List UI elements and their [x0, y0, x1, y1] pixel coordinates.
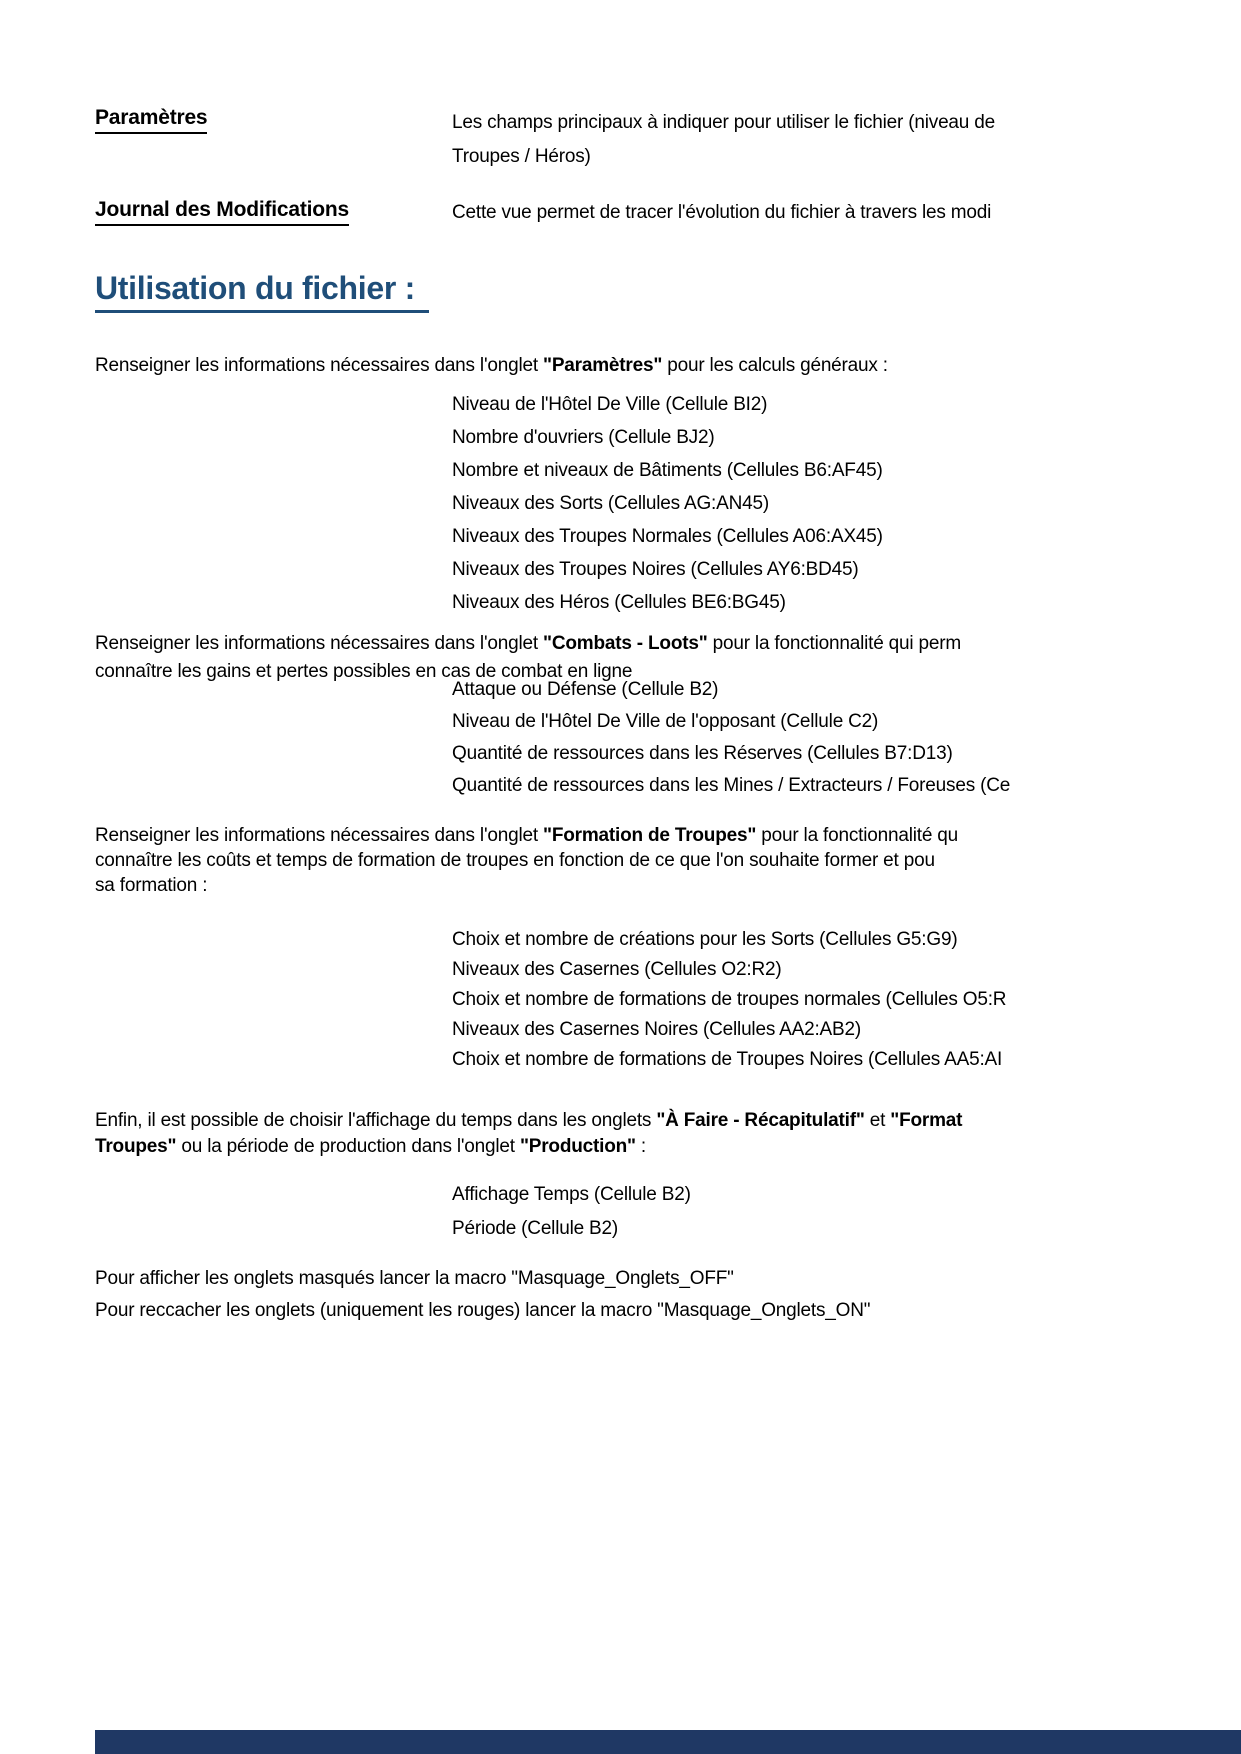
cell-reference-list-formation: [452, 925, 1006, 1075]
cell-reference-list-combats: [452, 674, 1010, 802]
definition-term-parametres: [95, 106, 207, 134]
list-item: Niveaux des Sorts (Cellules AG:AN45): [452, 493, 769, 514]
definition-description-line: Troupes / Héros): [452, 146, 591, 167]
list-item: Quantité de ressources dans les Réserves (Cellules B7:D13): [452, 743, 953, 764]
intro-line-clipped: connaître les gains et pertes possibles en cas de combat en ligne: [95, 661, 633, 682]
list-item: Niveaux des Troupes Noires (Cellules AY6:BD45): [452, 559, 859, 580]
page-title: [95, 270, 429, 313]
tab-name-run: Troupes": [95, 1136, 177, 1157]
list-item: Choix et nombre de formations de troupes normales (Cellules O5:R: [452, 989, 1007, 1010]
macro-note-hide: Pour reccacher les onglets (uniquement les rouges) lancer la macro "Masquage_Onglets_ON": [95, 1300, 871, 1321]
definition-term-text: Paramètres: [95, 106, 207, 134]
definition-description-parametres: [452, 106, 995, 174]
text-run: Enfin, il est possible de choisir l'affichage du temps dans les onglets: [95, 1110, 657, 1131]
list-item: Niveau de l'Hôtel De Ville de l'opposant (Cellule C2): [452, 711, 879, 732]
text-run: Renseigner les informations nécessaires dans l'onglet: [95, 355, 544, 376]
intro-line: connaître les coûts et temps de formation de troupes en fonction de ce que l'on souhaite former et pou: [95, 850, 935, 871]
list-item: Niveaux des Troupes Normales (Cellules A06:AX45): [452, 526, 883, 547]
intro-line: [95, 1108, 962, 1134]
section-intro-parametres: [95, 354, 888, 378]
text-run: pour les calculs généraux :: [662, 355, 888, 376]
list-item: Nombre d'ouvriers (Cellule BJ2): [452, 427, 715, 448]
clipped-table-band: [95, 1730, 1241, 1754]
list-item: Niveaux des Héros (Cellules BE6:BG45): [452, 592, 786, 613]
tab-name-run: "Formation de Troupes": [543, 825, 757, 846]
text-run: Renseigner les informations nécessaires dans l'onglet: [95, 825, 544, 846]
intro-line: [95, 1134, 962, 1160]
macro-note-show: Pour afficher les onglets masqués lancer la macro "Masquage_Onglets_OFF": [95, 1268, 734, 1289]
tab-name-run: "À Faire - Récapitulatif": [656, 1110, 865, 1131]
list-item: Attaque ou Défense (Cellule B2): [452, 679, 719, 700]
page-title-text: Utilisation du fichier :: [95, 270, 429, 313]
intro-line: [95, 630, 1072, 658]
definition-description-line: Les champs principaux à indiquer pour utiliser le fichier (niveau de: [452, 112, 995, 133]
intro-line: [95, 823, 958, 848]
list-item: Niveaux des Casernes (Cellules O2:R2): [452, 959, 782, 980]
list-item: Nombre et niveaux de Bâtiments (Cellules B6:AF45): [452, 460, 883, 481]
definition-description-journal: [452, 201, 991, 225]
section-intro-combats-loots: [95, 630, 1072, 682]
list-item: Affichage Temps (Cellule B2): [452, 1184, 691, 1205]
text-run: ou la période de production dans l'onglet: [176, 1136, 520, 1157]
list-item: Choix et nombre de formations de Troupes Noires (Cellules AA5:AI: [452, 1049, 1003, 1070]
cell-reference-list-parametres: [452, 388, 883, 619]
definition-description-line: Cette vue permet de tracer l'évolution du fichier à travers les modi: [452, 202, 992, 223]
text-run: :: [635, 1136, 646, 1157]
list-item: Niveaux des Casernes Noires (Cellules AA2:AB2): [452, 1019, 861, 1040]
list-item: Période (Cellule B2): [452, 1218, 619, 1239]
intro-line: sa formation :: [95, 875, 208, 896]
definition-term-text: Journal des Modifications: [95, 198, 349, 226]
tab-name-run: "Paramètres": [543, 355, 663, 376]
text-run: pour la fonctionnalité qui perm: [707, 633, 961, 654]
definition-term-journal-des-modifications: [95, 198, 349, 226]
text-run: pour la fonctionnalité qu: [756, 825, 959, 846]
text-run: et: [864, 1110, 891, 1131]
tab-name-run: "Combats - Loots": [543, 633, 708, 654]
list-item: Quantité de ressources dans les Mines / Extracteurs / Foreuses (Ce: [452, 775, 1011, 796]
tab-name-run: "Production": [519, 1136, 636, 1157]
section-intro-formation-troupes: [95, 823, 958, 898]
list-item: Choix et nombre de créations pour les Sorts (Cellules G5:G9): [452, 929, 958, 950]
cell-reference-list-affichage: [452, 1178, 691, 1246]
tab-name-run: "Format: [890, 1110, 963, 1131]
list-item: Niveau de l'Hôtel De Ville (Cellule BI2): [452, 394, 768, 415]
text-run: Renseigner les informations nécessaires dans l'onglet: [95, 633, 544, 654]
section-intro-affichage: [95, 1108, 962, 1160]
